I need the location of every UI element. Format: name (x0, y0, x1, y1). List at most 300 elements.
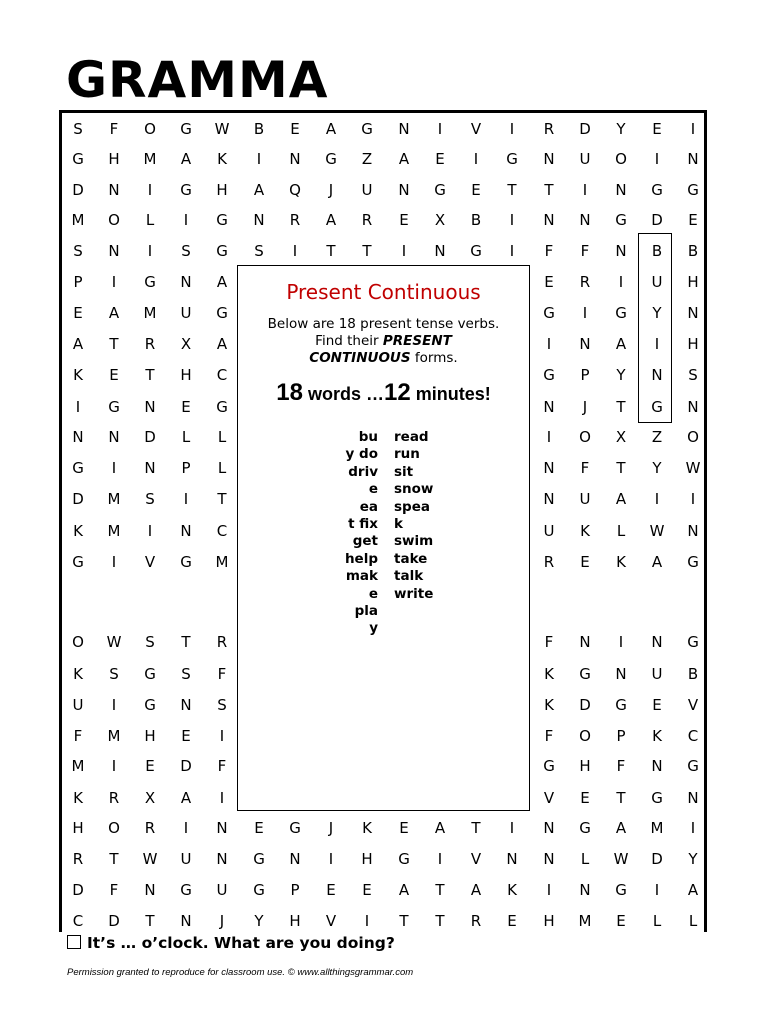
grid-letter[interactable]: F (616, 757, 626, 775)
grid-letter[interactable]: J (219, 912, 225, 930)
grid-letter[interactable]: C (216, 366, 228, 384)
grid-letter[interactable]: D (72, 881, 84, 899)
grid-letter[interactable]: D (108, 912, 120, 930)
grid-letter[interactable]: H (687, 335, 699, 353)
grid-letter[interactable]: L (145, 211, 155, 229)
grid-letter[interactable]: I (147, 522, 153, 540)
grid-letter[interactable]: R (543, 120, 555, 138)
grid-letter[interactable]: L (580, 850, 590, 868)
grid-letter[interactable]: N (687, 304, 699, 322)
grid-letter[interactable]: I (147, 242, 153, 260)
grid-letter[interactable]: I (546, 428, 552, 446)
grid-letter[interactable]: H (108, 150, 120, 168)
grid-letter[interactable]: G (144, 696, 156, 714)
grid-letter[interactable]: G (651, 398, 663, 416)
grid-letter[interactable]: M (107, 490, 121, 508)
grid-letter[interactable]: I (111, 757, 117, 775)
grid-letter[interactable]: S (73, 242, 83, 260)
grid-letter[interactable]: I (509, 211, 515, 229)
grid-letter[interactable]: H (543, 912, 555, 930)
grid-letter[interactable]: O (579, 727, 591, 745)
grid-letter[interactable]: I (473, 150, 479, 168)
grid-letter[interactable]: H (361, 850, 373, 868)
grid-letter[interactable]: R (72, 850, 84, 868)
grid-letter[interactable]: I (183, 490, 189, 508)
grid-letter[interactable]: N (579, 881, 591, 899)
grid-letter[interactable]: G (253, 881, 265, 899)
grid-letter[interactable]: F (217, 665, 227, 683)
grid-letter[interactable]: G (615, 304, 627, 322)
grid-letter[interactable]: T (471, 819, 481, 837)
grid-letter[interactable]: A (325, 120, 337, 138)
grid-letter[interactable]: L (217, 459, 227, 477)
grid-letter[interactable]: X (144, 789, 156, 807)
grid-letter[interactable]: M (215, 553, 229, 571)
grid-letter[interactable]: G (216, 398, 228, 416)
grid-letter[interactable]: U (180, 850, 192, 868)
grid-letter[interactable]: N (216, 850, 228, 868)
grid-letter[interactable]: N (108, 428, 120, 446)
grid-letter[interactable]: V (144, 553, 156, 571)
grid-letter[interactable]: N (687, 522, 699, 540)
grid-letter[interactable]: N (543, 819, 555, 837)
checkbox-icon[interactable] (67, 935, 81, 949)
grid-letter[interactable]: I (111, 696, 117, 714)
grid-letter[interactable]: Y (688, 850, 698, 868)
grid-letter[interactable]: G (543, 366, 555, 384)
grid-letter[interactable]: T (217, 490, 227, 508)
grid-letter[interactable]: I (111, 553, 117, 571)
grid-letter[interactable]: A (216, 335, 228, 353)
grid-letter[interactable]: E (652, 696, 662, 714)
grid-letter[interactable]: U (180, 304, 192, 322)
grid-letter[interactable]: S (181, 665, 191, 683)
grid-letter[interactable]: D (651, 211, 663, 229)
grid-letter[interactable]: I (654, 881, 660, 899)
grid-letter[interactable]: R (361, 211, 373, 229)
grid-letter[interactable]: G (615, 211, 627, 229)
grid-letter[interactable]: N (651, 633, 663, 651)
grid-letter[interactable]: Y (616, 120, 626, 138)
grid-letter[interactable]: G (579, 665, 591, 683)
grid-letter[interactable]: E (471, 181, 481, 199)
grid-letter[interactable]: G (687, 181, 699, 199)
grid-letter[interactable]: G (434, 181, 446, 199)
grid-letter[interactable]: T (507, 181, 517, 199)
grid-letter[interactable]: T (435, 881, 445, 899)
grid-letter[interactable]: A (651, 553, 663, 571)
grid-letter[interactable]: G (506, 150, 518, 168)
grid-letter[interactable]: G (470, 242, 482, 260)
grid-letter[interactable]: G (180, 181, 192, 199)
grid-letter[interactable]: S (145, 633, 155, 651)
grid-letter[interactable]: T (145, 912, 155, 930)
grid-letter[interactable]: N (579, 633, 591, 651)
grid-letter[interactable]: D (579, 696, 591, 714)
grid-letter[interactable]: Z (361, 150, 373, 168)
grid-letter[interactable]: A (180, 789, 192, 807)
grid-letter[interactable]: H (579, 757, 591, 775)
grid-letter[interactable]: B (253, 120, 265, 138)
grid-letter[interactable]: E (181, 398, 191, 416)
grid-letter[interactable]: I (183, 819, 189, 837)
grid-letter[interactable]: F (217, 757, 227, 775)
grid-letter[interactable]: T (109, 850, 119, 868)
grid-letter[interactable]: W (685, 459, 701, 477)
grid-letter[interactable]: S (254, 242, 264, 260)
grid-letter[interactable]: H (72, 819, 84, 837)
grid-letter[interactable]: E (399, 211, 409, 229)
grid-letter[interactable]: J (328, 819, 334, 837)
grid-letter[interactable]: N (289, 850, 301, 868)
grid-letter[interactable]: N (398, 120, 410, 138)
grid-letter[interactable]: N (651, 366, 663, 384)
grid-letter[interactable]: I (401, 242, 407, 260)
grid-letter[interactable]: Y (652, 304, 662, 322)
grid-letter[interactable]: R (216, 633, 228, 651)
grid-letter[interactable]: F (580, 242, 590, 260)
grid-letter[interactable]: E (326, 881, 336, 899)
grid-letter[interactable]: O (72, 633, 84, 651)
grid-letter[interactable]: H (687, 273, 699, 291)
grid-letter[interactable]: U (543, 522, 555, 540)
grid-letter[interactable]: I (618, 633, 624, 651)
grid-letter[interactable]: I (111, 273, 117, 291)
grid-letter[interactable]: I (690, 819, 696, 837)
grid-letter[interactable]: I (546, 335, 552, 353)
grid-letter[interactable]: N (72, 428, 84, 446)
grid-letter[interactable]: M (71, 211, 85, 229)
grid-letter[interactable]: I (437, 120, 443, 138)
grid-letter[interactable]: I (654, 490, 660, 508)
grid-letter[interactable]: G (289, 819, 301, 837)
grid-letter[interactable]: T (362, 242, 372, 260)
grid-letter[interactable]: A (615, 490, 627, 508)
grid-letter[interactable]: E (507, 912, 517, 930)
grid-letter[interactable]: M (578, 912, 592, 930)
grid-letter[interactable]: A (325, 211, 337, 229)
grid-letter[interactable]: I (437, 850, 443, 868)
grid-letter[interactable]: O (615, 150, 627, 168)
grid-letter[interactable]: U (651, 273, 663, 291)
grid-letter[interactable]: F (544, 242, 554, 260)
grid-letter[interactable]: G (216, 242, 228, 260)
grid-letter[interactable]: I (183, 211, 189, 229)
grid-letter[interactable]: E (652, 120, 662, 138)
grid-letter[interactable]: S (217, 696, 227, 714)
grid-letter[interactable]: N (144, 459, 156, 477)
grid-letter[interactable]: Q (289, 181, 301, 199)
grid-letter[interactable]: L (181, 428, 191, 446)
grid-letter[interactable]: M (71, 757, 85, 775)
grid-letter[interactable]: N (687, 150, 699, 168)
grid-letter[interactable]: F (580, 459, 590, 477)
grid-letter[interactable]: I (219, 727, 225, 745)
grid-letter[interactable]: A (470, 881, 482, 899)
grid-letter[interactable]: P (73, 273, 83, 291)
grid-letter[interactable]: A (180, 150, 192, 168)
grid-letter[interactable]: E (362, 881, 372, 899)
grid-letter[interactable]: L (688, 912, 698, 930)
grid-letter[interactable]: S (73, 120, 83, 138)
grid-letter[interactable]: K (73, 522, 83, 540)
grid-letter[interactable]: M (143, 150, 157, 168)
grid-letter[interactable]: E (254, 819, 264, 837)
grid-letter[interactable]: D (180, 757, 192, 775)
grid-letter[interactable]: I (546, 881, 552, 899)
grid-letter[interactable]: E (145, 757, 155, 775)
grid-letter[interactable]: O (687, 428, 699, 446)
grid-letter[interactable]: A (216, 273, 228, 291)
grid-letter[interactable]: H (180, 366, 192, 384)
grid-letter[interactable]: N (144, 398, 156, 416)
grid-letter[interactable]: R (144, 335, 156, 353)
grid-letter[interactable]: T (326, 242, 336, 260)
grid-letter[interactable]: V (470, 850, 482, 868)
grid-letter[interactable]: G (687, 757, 699, 775)
grid-letter[interactable]: K (507, 881, 517, 899)
grid-letter[interactable]: N (579, 335, 591, 353)
grid-letter[interactable]: C (216, 522, 228, 540)
grid-letter[interactable]: G (579, 819, 591, 837)
grid-letter[interactable]: D (72, 181, 84, 199)
grid-letter[interactable]: G (180, 553, 192, 571)
grid-letter[interactable]: G (253, 850, 265, 868)
grid-letter[interactable]: N (180, 696, 192, 714)
grid-letter[interactable]: I (75, 398, 81, 416)
grid-letter[interactable]: V (325, 912, 337, 930)
grid-letter[interactable]: P (290, 881, 300, 899)
grid-letter[interactable]: I (219, 789, 225, 807)
grid-letter[interactable]: Z (651, 428, 663, 446)
grid-letter[interactable]: N (543, 211, 555, 229)
grid-letter[interactable]: A (108, 304, 120, 322)
grid-letter[interactable]: S (145, 490, 155, 508)
grid-letter[interactable]: K (73, 366, 83, 384)
grid-letter[interactable]: E (580, 789, 590, 807)
grid-letter[interactable]: P (580, 366, 590, 384)
grid-letter[interactable]: I (582, 304, 588, 322)
grid-letter[interactable]: G (361, 120, 373, 138)
grid-letter[interactable]: V (543, 789, 555, 807)
grid-letter[interactable]: S (109, 665, 119, 683)
grid-letter[interactable]: E (290, 120, 300, 138)
grid-letter[interactable]: B (687, 242, 699, 260)
grid-letter[interactable]: N (144, 881, 156, 899)
grid-letter[interactable]: O (108, 211, 120, 229)
grid-letter[interactable]: N (687, 789, 699, 807)
grid-letter[interactable]: D (144, 428, 156, 446)
grid-letter[interactable]: B (651, 242, 663, 260)
grid-letter[interactable]: R (543, 553, 555, 571)
grid-letter[interactable]: E (616, 912, 626, 930)
grid-letter[interactable]: N (180, 273, 192, 291)
grid-letter[interactable]: R (289, 211, 301, 229)
grid-letter[interactable]: P (616, 727, 626, 745)
grid-letter[interactable]: A (615, 335, 627, 353)
grid-letter[interactable]: J (328, 181, 334, 199)
grid-letter[interactable]: U (216, 881, 228, 899)
grid-letter[interactable]: I (690, 120, 696, 138)
grid-letter[interactable]: G (543, 757, 555, 775)
grid-letter[interactable]: E (688, 211, 698, 229)
grid-letter[interactable]: Y (254, 912, 264, 930)
grid-letter[interactable]: G (144, 273, 156, 291)
grid-letter[interactable]: G (216, 211, 228, 229)
grid-letter[interactable]: I (256, 150, 262, 168)
grid-letter[interactable]: G (687, 633, 699, 651)
grid-letter[interactable]: U (72, 696, 84, 714)
grid-letter[interactable]: N (216, 819, 228, 837)
grid-letter[interactable]: V (470, 120, 482, 138)
grid-letter[interactable]: I (582, 181, 588, 199)
grid-letter[interactable]: F (109, 120, 119, 138)
grid-letter[interactable]: A (398, 150, 410, 168)
grid-letter[interactable]: G (651, 181, 663, 199)
grid-letter[interactable]: O (579, 428, 591, 446)
grid-letter[interactable]: I (147, 181, 153, 199)
grid-letter[interactable]: F (544, 727, 554, 745)
grid-letter[interactable]: G (325, 150, 337, 168)
grid-letter[interactable]: G (108, 398, 120, 416)
grid-letter[interactable]: E (399, 819, 409, 837)
grid-letter[interactable]: D (72, 490, 84, 508)
grid-letter[interactable]: W (613, 850, 629, 868)
grid-letter[interactable]: N (180, 912, 192, 930)
grid-letter[interactable]: R (579, 273, 591, 291)
grid-letter[interactable]: P (181, 459, 191, 477)
grid-letter[interactable]: K (580, 522, 590, 540)
grid-letter[interactable]: G (180, 120, 192, 138)
grid-letter[interactable]: N (180, 522, 192, 540)
grid-letter[interactable]: I (509, 242, 515, 260)
grid-letter[interactable]: N (543, 490, 555, 508)
grid-letter[interactable]: F (544, 633, 554, 651)
grid-letter[interactable]: A (398, 881, 410, 899)
grid-letter[interactable]: N (579, 211, 591, 229)
grid-letter[interactable]: N (687, 398, 699, 416)
grid-letter[interactable]: L (616, 522, 626, 540)
grid-letter[interactable]: N (543, 459, 555, 477)
grid-letter[interactable]: F (73, 727, 83, 745)
grid-letter[interactable]: F (109, 881, 119, 899)
grid-letter[interactable]: L (217, 428, 227, 446)
grid-letter[interactable]: N (543, 850, 555, 868)
grid-letter[interactable]: N (615, 665, 627, 683)
grid-letter[interactable]: T (544, 181, 554, 199)
grid-letter[interactable]: W (214, 120, 230, 138)
grid-letter[interactable]: T (616, 789, 626, 807)
grid-letter[interactable]: T (181, 633, 191, 651)
grid-letter[interactable]: S (688, 366, 698, 384)
grid-letter[interactable]: T (109, 335, 119, 353)
grid-letter[interactable]: I (654, 335, 660, 353)
grid-letter[interactable]: G (144, 665, 156, 683)
grid-letter[interactable]: I (618, 273, 624, 291)
grid-letter[interactable]: O (144, 120, 156, 138)
grid-letter[interactable]: E (435, 150, 445, 168)
grid-letter[interactable]: I (364, 912, 370, 930)
grid-letter[interactable]: A (615, 819, 627, 837)
grid-letter[interactable]: H (144, 727, 156, 745)
grid-letter[interactable]: I (111, 459, 117, 477)
grid-letter[interactable]: I (509, 120, 515, 138)
grid-letter[interactable]: G (615, 696, 627, 714)
grid-letter[interactable]: U (579, 490, 591, 508)
grid-letter[interactable]: M (650, 819, 664, 837)
grid-letter[interactable]: E (109, 366, 119, 384)
grid-letter[interactable]: J (582, 398, 588, 416)
grid-letter[interactable]: R (108, 789, 120, 807)
grid-letter[interactable]: A (72, 335, 84, 353)
grid-letter[interactable]: G (72, 150, 84, 168)
grid-letter[interactable]: X (180, 335, 192, 353)
grid-letter[interactable]: E (580, 553, 590, 571)
grid-letter[interactable]: C (72, 912, 84, 930)
grid-letter[interactable]: B (470, 211, 482, 229)
grid-letter[interactable]: X (615, 428, 627, 446)
grid-letter[interactable]: N (398, 181, 410, 199)
grid-letter[interactable]: H (216, 181, 228, 199)
grid-letter[interactable]: G (216, 304, 228, 322)
grid-letter[interactable]: T (616, 459, 626, 477)
grid-letter[interactable]: G (543, 304, 555, 322)
grid-letter[interactable]: N (434, 242, 446, 260)
grid-letter[interactable]: Y (652, 459, 662, 477)
grid-letter[interactable]: N (506, 850, 518, 868)
grid-letter[interactable]: G (687, 553, 699, 571)
grid-letter[interactable]: G (72, 459, 84, 477)
grid-letter[interactable]: I (328, 850, 334, 868)
grid-letter[interactable]: X (434, 211, 446, 229)
grid-letter[interactable]: N (108, 181, 120, 199)
grid-letter[interactable]: T (616, 398, 626, 416)
grid-letter[interactable]: W (649, 522, 665, 540)
grid-letter[interactable]: B (687, 665, 699, 683)
grid-letter[interactable]: L (652, 912, 662, 930)
grid-letter[interactable]: E (73, 304, 83, 322)
grid-letter[interactable]: I (654, 150, 660, 168)
grid-letter[interactable]: R (144, 819, 156, 837)
grid-letter[interactable]: A (253, 181, 265, 199)
grid-letter[interactable]: K (544, 696, 554, 714)
grid-letter[interactable]: M (143, 304, 157, 322)
grid-letter[interactable]: K (217, 150, 227, 168)
grid-letter[interactable]: U (361, 181, 373, 199)
grid-letter[interactable]: W (142, 850, 158, 868)
grid-letter[interactable]: K (616, 553, 626, 571)
grid-letter[interactable]: N (543, 150, 555, 168)
grid-letter[interactable]: I (509, 819, 515, 837)
grid-letter[interactable]: K (73, 789, 83, 807)
grid-letter[interactable]: I (292, 242, 298, 260)
grid-letter[interactable]: N (289, 150, 301, 168)
grid-letter[interactable]: C (687, 727, 699, 745)
grid-letter[interactable]: A (434, 819, 446, 837)
grid-letter[interactable]: S (181, 242, 191, 260)
grid-letter[interactable]: M (107, 522, 121, 540)
grid-letter[interactable]: I (690, 490, 696, 508)
grid-letter[interactable]: N (651, 757, 663, 775)
grid-letter[interactable]: Y (616, 366, 626, 384)
grid-letter[interactable]: M (107, 727, 121, 745)
grid-letter[interactable]: K (73, 665, 83, 683)
grid-letter[interactable]: U (651, 665, 663, 683)
grid-letter[interactable]: N (615, 181, 627, 199)
grid-letter[interactable]: K (544, 665, 554, 683)
grid-letter[interactable]: D (651, 850, 663, 868)
grid-letter[interactable]: U (579, 150, 591, 168)
